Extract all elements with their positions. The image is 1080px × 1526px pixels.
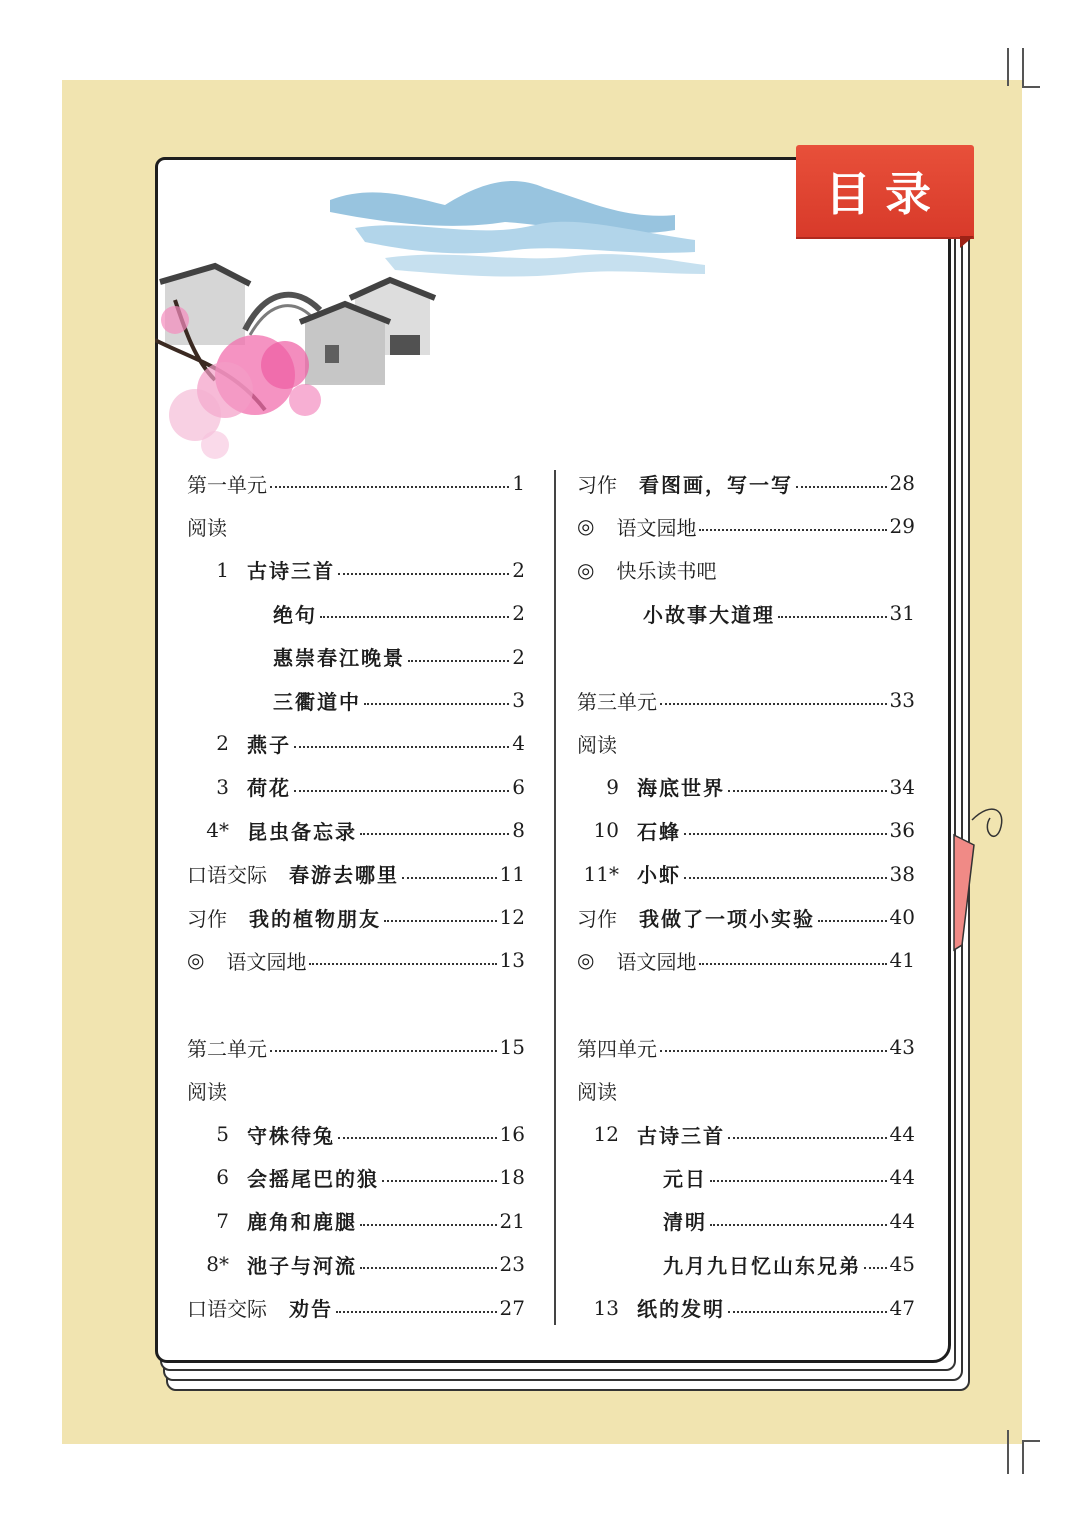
dot-leader bbox=[728, 1137, 887, 1139]
entry-title: 看图画，写一写 bbox=[639, 472, 793, 497]
lesson-number: 12 bbox=[593, 1122, 619, 1146]
lesson-title: 昆虫备忘录 bbox=[247, 819, 357, 844]
dot-leader bbox=[294, 790, 509, 792]
page-number: 43 bbox=[889, 1035, 915, 1060]
crop-mark-top-right-2 bbox=[1022, 48, 1024, 86]
toc-entry[interactable] bbox=[577, 466, 915, 500]
section-title: 阅读 bbox=[187, 1080, 227, 1105]
toc-entry[interactable] bbox=[187, 943, 525, 977]
poem-title: 九月九日忆山东兄弟 bbox=[663, 1253, 861, 1278]
entry-title: 语文园地 bbox=[616, 515, 697, 540]
toc-entry[interactable] bbox=[577, 509, 915, 543]
unit-title: 第三单元 bbox=[577, 689, 657, 714]
entry-title: 语文园地 bbox=[616, 949, 697, 974]
toc-entry[interactable] bbox=[187, 1117, 525, 1151]
lesson-number: 10 bbox=[593, 818, 619, 843]
dot-leader bbox=[338, 1137, 497, 1139]
toc-entry[interactable] bbox=[187, 726, 525, 760]
title-tab-fold bbox=[960, 236, 974, 248]
dot-leader bbox=[660, 703, 887, 705]
toc-title: 目录 bbox=[825, 167, 945, 221]
dot-leader bbox=[382, 1180, 497, 1182]
dot-leader bbox=[818, 920, 887, 922]
page-number: 18 bbox=[499, 1165, 525, 1190]
toc-entry[interactable] bbox=[577, 770, 915, 804]
toc-entry[interactable] bbox=[187, 509, 525, 543]
lesson-title: 池子与河流 bbox=[247, 1253, 357, 1278]
page-number: 21 bbox=[499, 1208, 525, 1233]
lesson-title: 荷花 bbox=[247, 776, 291, 801]
entry-title: 我的植物朋友 bbox=[249, 906, 381, 931]
unit-title: 第二单元 bbox=[187, 1036, 267, 1061]
dot-leader bbox=[360, 833, 509, 835]
section-title: 阅读 bbox=[577, 1080, 617, 1105]
lesson-title: 纸的发明 bbox=[637, 1297, 725, 1322]
entry-prefix: 口语交际 bbox=[187, 1297, 267, 1322]
dot-leader bbox=[699, 963, 886, 965]
lesson-title: 鹿角和鹿腿 bbox=[247, 1210, 357, 1235]
toc-entry[interactable] bbox=[187, 1247, 525, 1281]
entry-prefix: 习作 bbox=[577, 906, 617, 931]
toc-entry[interactable] bbox=[577, 943, 915, 977]
page-number: 4 bbox=[512, 731, 525, 756]
dot-leader bbox=[336, 1311, 497, 1313]
dot-leader bbox=[320, 616, 509, 618]
lesson-title: 古诗三首 bbox=[247, 559, 335, 584]
toc-title-tab bbox=[796, 145, 974, 237]
lesson-number: 11* bbox=[583, 861, 619, 886]
mountains bbox=[330, 181, 705, 276]
dot-leader bbox=[309, 963, 496, 965]
lesson-title: 古诗三首 bbox=[637, 1123, 725, 1148]
section-title: 阅读 bbox=[577, 732, 617, 757]
circle-symbol: ◎ bbox=[577, 557, 595, 582]
page-number: 28 bbox=[889, 471, 915, 495]
lesson-number: 7 bbox=[216, 1208, 229, 1233]
toc-entry[interactable] bbox=[187, 770, 525, 804]
page-number: 2 bbox=[512, 644, 525, 669]
toc-entry[interactable] bbox=[187, 900, 525, 934]
page-number: 38 bbox=[889, 861, 915, 886]
toc-entry[interactable] bbox=[187, 553, 525, 587]
toc-entry[interactable] bbox=[577, 726, 915, 760]
poem-title: 元日 bbox=[663, 1166, 707, 1191]
toc-entry[interactable] bbox=[577, 813, 915, 847]
page-number: 29 bbox=[889, 514, 915, 539]
dot-leader bbox=[294, 746, 509, 748]
dot-leader bbox=[364, 703, 509, 705]
page-number: 31 bbox=[889, 601, 915, 626]
toc-entry[interactable] bbox=[187, 1291, 525, 1325]
page-number: 34 bbox=[889, 774, 915, 799]
dot-leader bbox=[684, 877, 887, 879]
landscape-illustration bbox=[155, 170, 715, 470]
toc-entry[interactable] bbox=[187, 857, 525, 891]
page-number: 44 bbox=[889, 1165, 915, 1190]
entry-title: 快乐读书吧 bbox=[616, 559, 717, 584]
toc-entry[interactable] bbox=[577, 857, 915, 891]
lesson-title: 燕子 bbox=[247, 732, 291, 757]
page-number: 6 bbox=[512, 774, 525, 799]
toc-entry[interactable] bbox=[643, 596, 915, 630]
entry-prefix: 口语交际 bbox=[187, 863, 267, 888]
lesson-title: 会摇尾巴的狼 bbox=[247, 1166, 379, 1191]
unit-title: 第四单元 bbox=[577, 1036, 657, 1061]
toc-entry[interactable] bbox=[187, 813, 525, 847]
page-number: 16 bbox=[499, 1122, 525, 1146]
lesson-number: 9 bbox=[606, 774, 619, 799]
dot-leader bbox=[660, 1050, 887, 1052]
toc-entry[interactable] bbox=[187, 1030, 525, 1064]
page-number: 40 bbox=[889, 905, 915, 929]
dot-leader bbox=[778, 616, 887, 618]
toc-entry[interactable] bbox=[663, 1204, 915, 1238]
toc-entry[interactable] bbox=[187, 466, 525, 500]
dot-leader bbox=[710, 1180, 887, 1182]
circle-symbol: ◎ bbox=[577, 514, 595, 539]
crop-mark-top-right bbox=[1007, 48, 1009, 86]
column-divider bbox=[554, 470, 556, 1325]
dot-leader bbox=[360, 1267, 497, 1269]
lesson-title: 小虾 bbox=[637, 863, 681, 888]
toc-entry[interactable] bbox=[577, 1291, 915, 1325]
poem-title: 清明 bbox=[663, 1210, 707, 1235]
page-number: 13 bbox=[499, 948, 525, 973]
page-number: 47 bbox=[889, 1295, 915, 1320]
entry-prefix: 习作 bbox=[187, 906, 227, 931]
page-number: 2 bbox=[512, 601, 525, 626]
crop-mark-top-right-h bbox=[1022, 86, 1040, 88]
page-number: 12 bbox=[499, 905, 525, 929]
dot-leader bbox=[728, 1311, 887, 1313]
page-number: 44 bbox=[889, 1208, 915, 1233]
crop-mark-bottom-right bbox=[1007, 1430, 1009, 1474]
dot-leader bbox=[360, 1224, 497, 1226]
dot-leader bbox=[864, 1267, 887, 1269]
toc-entry[interactable] bbox=[273, 683, 525, 717]
bookmark-ribbon bbox=[952, 800, 1012, 960]
circle-symbol: ◎ bbox=[187, 948, 205, 973]
dot-leader bbox=[270, 1050, 497, 1052]
page-number: 45 bbox=[889, 1252, 915, 1277]
lesson-title: 石蜂 bbox=[637, 819, 681, 844]
circle-symbol: ◎ bbox=[577, 948, 595, 973]
toc-entry[interactable] bbox=[187, 1074, 525, 1108]
dot-leader bbox=[728, 790, 887, 792]
toc-entry[interactable] bbox=[577, 1117, 915, 1151]
dot-leader bbox=[796, 486, 887, 488]
lesson-number: 4* bbox=[206, 818, 229, 843]
section-title: 阅读 bbox=[187, 515, 227, 540]
page-number: 11 bbox=[499, 861, 525, 886]
dot-leader bbox=[699, 529, 886, 531]
dot-leader bbox=[408, 660, 509, 662]
toc-entry[interactable] bbox=[663, 1247, 915, 1281]
page-number: 44 bbox=[889, 1122, 915, 1146]
lesson-number: 8* bbox=[206, 1252, 229, 1277]
dot-leader bbox=[270, 486, 509, 488]
crop-mark-bottom-right-h bbox=[1022, 1440, 1040, 1442]
poem-title: 绝句 bbox=[273, 602, 317, 627]
entry-title: 春游去哪里 bbox=[289, 863, 399, 888]
lesson-title: 海底世界 bbox=[637, 776, 725, 801]
dot-leader bbox=[710, 1224, 887, 1226]
dot-leader bbox=[338, 573, 509, 575]
toc-entry[interactable] bbox=[187, 1160, 525, 1194]
page-number: 15 bbox=[499, 1035, 525, 1060]
crop-mark-bottom-right-2 bbox=[1022, 1440, 1024, 1474]
page-number: 33 bbox=[889, 688, 915, 712]
lesson-number: 5 bbox=[216, 1122, 229, 1146]
toc-entry[interactable] bbox=[577, 683, 915, 717]
page-number: 36 bbox=[889, 818, 915, 843]
toc-entry[interactable] bbox=[663, 1160, 915, 1194]
page-number: 23 bbox=[499, 1252, 525, 1277]
dot-leader bbox=[684, 833, 887, 835]
page-number: 2 bbox=[512, 557, 525, 582]
dot-leader bbox=[402, 877, 497, 879]
poem-title: 惠崇春江晚景 bbox=[273, 646, 405, 671]
entry-prefix: 习作 bbox=[577, 472, 617, 497]
lesson-number: 1 bbox=[216, 557, 229, 582]
unit-title: 第一单元 bbox=[187, 472, 267, 497]
toc-entry[interactable] bbox=[273, 640, 525, 674]
page-number: 1 bbox=[512, 471, 525, 495]
entry-title: 劝告 bbox=[289, 1297, 333, 1322]
lesson-number: 3 bbox=[216, 774, 229, 799]
poem-title: 小故事大道理 bbox=[643, 602, 775, 627]
poem-title: 三衢道中 bbox=[273, 689, 361, 714]
lesson-number: 6 bbox=[216, 1165, 229, 1190]
toc-entry[interactable] bbox=[577, 553, 915, 587]
toc-entry[interactable] bbox=[577, 1030, 915, 1064]
lesson-number: 13 bbox=[593, 1295, 619, 1320]
toc-entry[interactable] bbox=[577, 900, 915, 934]
page-number: 8 bbox=[512, 818, 525, 843]
page-number: 3 bbox=[512, 688, 525, 712]
toc-entry[interactable] bbox=[577, 1074, 915, 1108]
entry-title: 我做了一项小实验 bbox=[639, 906, 815, 931]
entry-title: 语文园地 bbox=[226, 949, 307, 974]
lesson-title: 守株待兔 bbox=[247, 1123, 335, 1148]
dot-leader bbox=[384, 920, 497, 922]
toc-entry[interactable] bbox=[273, 596, 525, 630]
lesson-number: 2 bbox=[216, 731, 229, 756]
toc-entry[interactable] bbox=[187, 1204, 525, 1238]
page-number: 27 bbox=[499, 1295, 525, 1320]
page-number: 41 bbox=[889, 948, 915, 973]
